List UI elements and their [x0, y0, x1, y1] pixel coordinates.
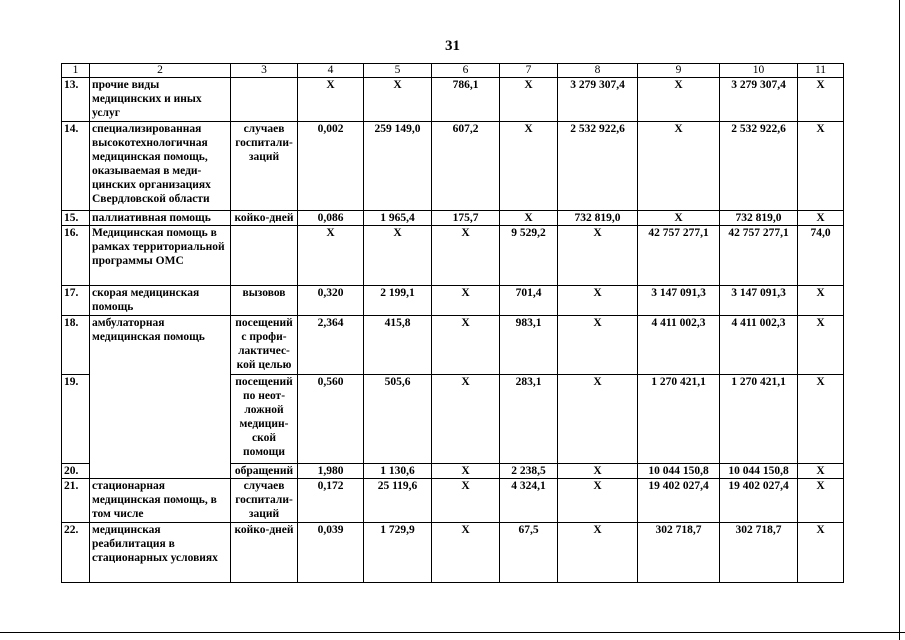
page-bottom-edge	[0, 632, 905, 633]
cell-col11: X	[798, 78, 844, 122]
cell-col9: X	[638, 211, 720, 226]
cell-col4: X	[298, 226, 364, 286]
cell-col7: 2 238,5	[500, 464, 558, 479]
col-header-4: 4	[298, 64, 364, 78]
cell-col6: X	[432, 479, 500, 523]
row-name: специализированная высокотехнологичная медицинская помощь, оказываемая в меди-цинских организациях Свердловской области	[90, 122, 231, 211]
cell-col8: X	[558, 316, 638, 375]
table-row	[62, 211, 844, 226]
cell-col6: X	[432, 316, 500, 375]
row-unit: вызовов	[231, 286, 298, 316]
table-row	[62, 78, 844, 122]
row-name: Медицинская помощь в рамках территориальной программы ОМС	[90, 226, 231, 286]
row-unit: посещений по неот-ложной медицин-ской помощи	[231, 375, 298, 464]
cell-col5: 259 149,0	[364, 122, 432, 211]
cell-col7: 9 529,2	[500, 226, 558, 286]
cell-col11: X	[798, 211, 844, 226]
cell-col9: 3 147 091,3	[638, 286, 720, 316]
cell-col4: 1,980	[298, 464, 364, 479]
budget-table	[61, 63, 844, 583]
cell-col11: X	[798, 375, 844, 464]
cell-col10: 4 411 002,3	[720, 316, 798, 375]
cell-col6: X	[432, 286, 500, 316]
cell-col8: X	[558, 523, 638, 583]
row-unit: случаев госпитали-заций	[231, 122, 298, 211]
row-unit: случаев госпитали-заций	[231, 479, 298, 523]
row-number: 13.	[62, 78, 90, 122]
row-unit	[231, 226, 298, 286]
cell-col5: X	[364, 226, 432, 286]
table-row	[62, 226, 844, 286]
cell-col9: X	[638, 122, 720, 211]
cell-col5: 2 199,1	[364, 286, 432, 316]
row-name: скорая медицинская помощь	[90, 286, 231, 316]
cell-col10: 10 044 150,8	[720, 464, 798, 479]
row-unit: обращений	[231, 464, 298, 479]
cell-col9: 19 402 027,4	[638, 479, 720, 523]
cell-col8: 732 819,0	[558, 211, 638, 226]
row-name: паллиативная помощь	[90, 211, 231, 226]
cell-col7: 701,4	[500, 286, 558, 316]
table-row	[62, 479, 844, 523]
cell-col10: 3 279 307,4	[720, 78, 798, 122]
cell-col4: 2,364	[298, 316, 364, 375]
page-right-edge	[899, 0, 900, 640]
row-number: 20.	[62, 464, 90, 479]
col-header-10: 10	[720, 64, 798, 78]
row-number: 22.	[62, 523, 90, 583]
row-number: 18.	[62, 316, 90, 375]
cell-col5: 415,8	[364, 316, 432, 375]
row-unit: койко-дней	[231, 211, 298, 226]
cell-col10: 1 270 421,1	[720, 375, 798, 464]
cell-col9: 42 757 277,1	[638, 226, 720, 286]
table-row	[62, 316, 844, 375]
row-number: 15.	[62, 211, 90, 226]
table-row	[62, 523, 844, 583]
cell-col10: 302 718,7	[720, 523, 798, 583]
cell-col7: X	[500, 122, 558, 211]
cell-col10: 3 147 091,3	[720, 286, 798, 316]
cell-col6: X	[432, 226, 500, 286]
page-number: 31	[445, 38, 460, 54]
column-number-row	[62, 64, 844, 78]
cell-col6: 607,2	[432, 122, 500, 211]
col-header-7: 7	[500, 64, 558, 78]
cell-col4: 0,560	[298, 375, 364, 464]
cell-col6: X	[432, 375, 500, 464]
cell-col5: X	[364, 78, 432, 122]
row-name: стационарная медицинская помощь, в том числе	[90, 479, 231, 523]
cell-col7: 983,1	[500, 316, 558, 375]
cell-col7: 4 324,1	[500, 479, 558, 523]
cell-col6: 786,1	[432, 78, 500, 122]
cell-col5: 25 119,6	[364, 479, 432, 523]
cell-col4: 0,172	[298, 479, 364, 523]
row-number: 21.	[62, 479, 90, 523]
cell-col4: 0,002	[298, 122, 364, 211]
cell-col8: X	[558, 226, 638, 286]
row-number: 16.	[62, 226, 90, 286]
cell-col8: X	[558, 375, 638, 464]
cell-col6: X	[432, 523, 500, 583]
cell-col8: 2 532 922,6	[558, 122, 638, 211]
cell-col11: X	[798, 464, 844, 479]
cell-col4: 0,039	[298, 523, 364, 583]
table-row	[62, 286, 844, 316]
row-name: амбулаторная медицинская помощь	[90, 316, 231, 479]
col-header-11: 11	[798, 64, 844, 78]
table-row	[62, 122, 844, 211]
col-header-1: 1	[62, 64, 90, 78]
cell-col7: 67,5	[500, 523, 558, 583]
cell-col11: X	[798, 479, 844, 523]
cell-col4: 0,086	[298, 211, 364, 226]
row-unit: посещений с профи-лактичес-кой целью	[231, 316, 298, 375]
cell-col8: X	[558, 464, 638, 479]
cell-col11: X	[798, 316, 844, 375]
cell-col8: X	[558, 479, 638, 523]
cell-col9: 1 270 421,1	[638, 375, 720, 464]
cell-col11: X	[798, 523, 844, 583]
cell-col5: 505,6	[364, 375, 432, 464]
row-number: 19.	[62, 375, 90, 464]
cell-col7: X	[500, 211, 558, 226]
cell-col10: 2 532 922,6	[720, 122, 798, 211]
col-header-5: 5	[364, 64, 432, 78]
cell-col6: 175,7	[432, 211, 500, 226]
cell-col5: 1 729,9	[364, 523, 432, 583]
cell-col11: X	[798, 122, 844, 211]
cell-col5: 1 130,6	[364, 464, 432, 479]
col-header-2: 2	[90, 64, 231, 78]
cell-col4: 0,320	[298, 286, 364, 316]
cell-col11: X	[798, 286, 844, 316]
cell-col6: X	[432, 464, 500, 479]
cell-col7: X	[500, 78, 558, 122]
row-number: 14.	[62, 122, 90, 211]
col-header-8: 8	[558, 64, 638, 78]
cell-col11: 74,0	[798, 226, 844, 286]
cell-col5: 1 965,4	[364, 211, 432, 226]
col-header-9: 9	[638, 64, 720, 78]
col-header-3: 3	[231, 64, 298, 78]
cell-col9: X	[638, 78, 720, 122]
cell-col4: X	[298, 78, 364, 122]
row-name: медицинская реабилитация в стационарных условиях	[90, 523, 231, 583]
cell-col9: 10 044 150,8	[638, 464, 720, 479]
cell-col7: 283,1	[500, 375, 558, 464]
row-unit: койко-дней	[231, 523, 298, 583]
row-unit	[231, 78, 298, 122]
row-name: прочие виды медицинских и иных услуг	[90, 78, 231, 122]
col-header-6: 6	[432, 64, 500, 78]
cell-col8: X	[558, 286, 638, 316]
cell-col10: 732 819,0	[720, 211, 798, 226]
cell-col8: 3 279 307,4	[558, 78, 638, 122]
cell-col9: 4 411 002,3	[638, 316, 720, 375]
row-number: 17.	[62, 286, 90, 316]
cell-col9: 302 718,7	[638, 523, 720, 583]
cell-col10: 19 402 027,4	[720, 479, 798, 523]
cell-col10: 42 757 277,1	[720, 226, 798, 286]
